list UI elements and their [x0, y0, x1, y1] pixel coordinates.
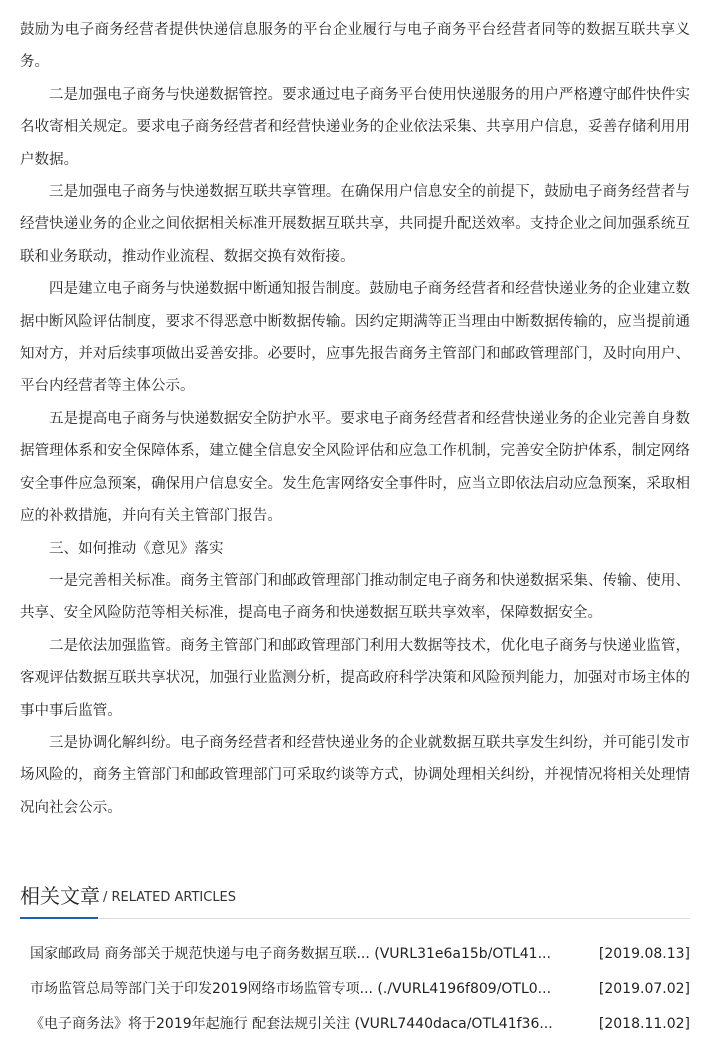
article-paragraph: 五是提高电子商务与快递数据安全防护水平。要求电子商务经营者和经营快递业务的企业完善自身数据管理体系和安全保障体系，建立健全信息安全风险评估和应急工作机制，完善安全防护体系，制定网络安全事件应急预案，确保用户信息安全。发生危害网络安全事件时，应当立即依法启动应急预案，采取相应的补救措施，并向有关主管部门报告。: [20, 410, 690, 525]
related-articles-title: 相关文章: [20, 884, 100, 908]
article-paragraph: 二是加强电子商务与快递数据管控。要求通过电子商务平台使用快递服务的用户严格遵守邮件快件实名收寄相关规定。要求电子商务经营者和经营快递业务的企业依法采集、共享用户信息，妥善存储利用用户数据。: [20, 86, 690, 168]
related-articles-header: [20, 876, 690, 919]
title-accent-underline: [20, 917, 98, 919]
related-articles-section: [20, 876, 690, 1032]
related-article-date: [2019.07.02]: [598, 981, 690, 997]
related-articles-list: [20, 938, 690, 1043]
article-paragraph: 二是依法加强监管。商务主管部门和邮政管理部门利用大数据等技术，优化电子商务与快递业监管，客观评估数据互联共享状况，加强行业监测分析，提高政府科学决策和风险预判能力，加强对市场主体的事中事后监管。: [20, 637, 690, 719]
article-paragraph: 鼓励为电子商务经营者提供快递信息服务的平台企业履行与电子商务平台经营者同等的数据互联共享义务。: [20, 22, 690, 71]
article-paragraph: 四是建立电子商务与快递数据中断通知报告制度。鼓励电子商务经营者和经营快递业务的企业建立数据中断风险评估制度，要求不得恶意中断数据传输。因约定期满等正当理由中断数据传输的，应当提前通知对方，并对后续事项做出妥善安排。必要时，应事先报告商务主管部门和邮政管理部门，及时向用户、平台内经营者等主体公示。: [20, 281, 690, 395]
related-article-link[interactable]: 《电子商务法》将于2019年起施行 配套法规引关注 (VURL7440daca/OTL41f36...: [30, 1016, 553, 1032]
related-article-link[interactable]: 市场监管总局等部门关于印发2019网络市场监管专项... (./VURL4196f809/OTL0...: [30, 981, 552, 997]
related-articles-subtitle: / RELATED ARTICLES: [103, 890, 237, 905]
section-heading: 三、如何推动《意见》落实: [49, 540, 224, 557]
article-body: [20, 14, 690, 824]
related-article-date: [2018.11.02]: [598, 1016, 690, 1032]
article-paragraph: 三是协调化解纠纷。电子商务经营者和经营快递业务的企业就数据互联共享发生纠纷，并可能引发市场风险的，商务主管部门和邮政管理部门可采取约谈等方式，协调处理相关纠纷，并视情况将相关处理情况向社会公示。: [20, 734, 690, 816]
related-article-link[interactable]: 国家邮政局 商务部关于规范快递与电子商务数据互联... (VURL31e6a15b/OTL41...: [30, 946, 551, 962]
article-paragraph: 三是加强电子商务与快递数据互联共享管理。在确保用户信息安全的前提下，鼓励电子商务经营者与经营快递业务的企业之间依据相关标准开展数据互联共享，共同提升配送效率。支持企业之间加强系统互联和业务联动，推动作业流程、数据交换有效衔接。: [20, 184, 690, 265]
article-paragraph: 一是完善相关标准。商务主管部门和邮政管理部门推动制定电子商务和快递数据采集、传输、使用、共享、安全风险防范等相关标准，提高电子商务和快递数据互联共享效率，保障数据安全。: [20, 572, 690, 622]
related-article-item: [20, 938, 690, 973]
related-article-item: [20, 1008, 690, 1043]
related-article-date: [2019.08.13]: [598, 946, 690, 962]
related-article-item: [20, 973, 690, 1008]
